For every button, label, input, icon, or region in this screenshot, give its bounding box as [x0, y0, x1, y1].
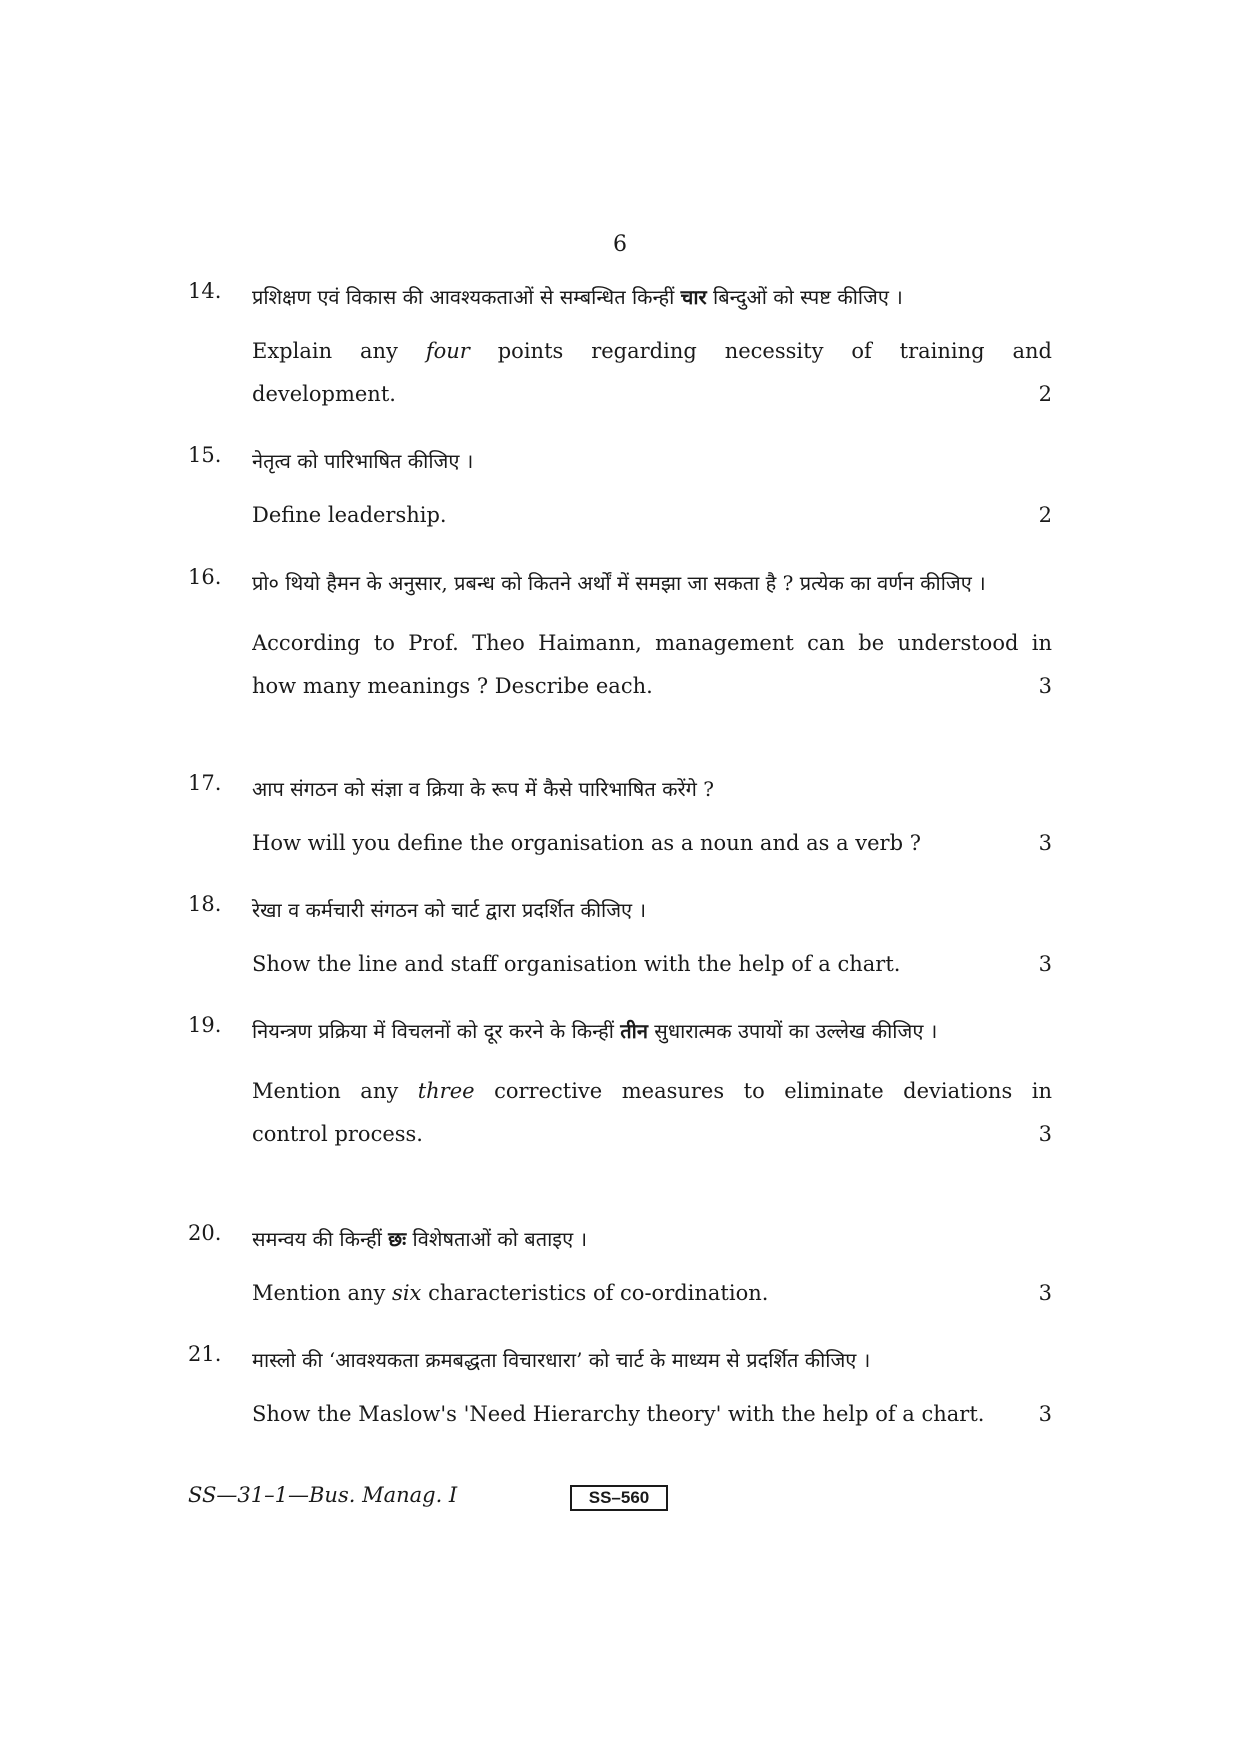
marks: 3 — [1038, 1281, 1052, 1305]
emphasis: three — [417, 1079, 475, 1103]
question-18 — [188, 889, 1052, 986]
question-number: 16. — [188, 565, 222, 589]
emphasis: six — [392, 1281, 422, 1305]
emphasis: four — [425, 339, 470, 363]
question-number: 17. — [188, 771, 222, 795]
marks: 3 — [1038, 1402, 1052, 1426]
paper-code: SS—31–1—Bus. Manag. I — [188, 1483, 458, 1507]
question-english: Define leadership. 2 — [252, 494, 1052, 537]
question-number: 15. — [188, 443, 222, 467]
marks: 2 — [1038, 382, 1052, 406]
marks: 3 — [1038, 831, 1052, 855]
question-16 — [188, 562, 1052, 708]
question-number: 19. — [188, 1013, 222, 1037]
marks: 3 — [1038, 1122, 1052, 1146]
question-number: 18. — [188, 892, 222, 916]
marks: 3 — [1038, 674, 1052, 698]
question-english: According to Prof. Theo Haimann, management can be understood in how many meanings ? Describe each. 3 — [252, 622, 1052, 708]
question-hindi: रेखा व कर्मचारी संगठन को चार्ट द्वारा प्रदर्शित कीजिए । — [252, 898, 647, 922]
question-20 — [188, 1218, 1052, 1315]
question-english: Explain any four points regarding necessity of training and development. 2 — [252, 330, 1052, 416]
question-number: 21. — [188, 1342, 222, 1366]
question-english: Mention any six characteristics of co-ordination. 3 — [252, 1272, 1052, 1315]
question-14 — [188, 276, 1052, 416]
page-number: 6 — [613, 232, 627, 257]
question-english: How will you define the organisation as a noun and as a verb ? 3 — [252, 822, 1052, 865]
question-number: 20. — [188, 1221, 222, 1245]
question-19 — [188, 1010, 1052, 1156]
question-hindi: समन्वय की किन्हीं छः विशेषताओं को बताइए । — [252, 1227, 588, 1251]
marks: 2 — [1038, 503, 1052, 527]
question-hindi: आप संगठन को संज्ञा व क्रिया के रूप में कैसे पारिभाषित करेंगे ? — [252, 777, 714, 801]
question-hindi: मास्लो की ‘आवश्यकता क्रमबद्धता विचारधारा’ को चार्ट के माध्यम से प्रदर्शित कीजिए । — [252, 1348, 871, 1372]
emphasis: चार — [680, 285, 707, 309]
question-english: Mention any three corrective measures to eliminate deviations in control process. 3 — [252, 1070, 1052, 1156]
question-17 — [188, 768, 1052, 865]
question-english: Show the line and staff organisation with the help of a chart. 3 — [252, 943, 1052, 986]
marks: 3 — [1038, 952, 1052, 976]
question-english: Show the Maslow's 'Need Hierarchy theory' with the help of a chart. 3 — [252, 1393, 1052, 1436]
question-hindi: प्रशिक्षण एवं विकास की आवश्यकताओं से सम्बन्धित किन्हीं चार बिन्दुओं को स्पष्ट कीजिए । — [252, 285, 903, 309]
question-hindi: नेतृत्व को पारिभाषित कीजिए । — [252, 449, 474, 473]
question-21 — [188, 1339, 1052, 1436]
series-code-box: SS–560 — [570, 1485, 668, 1511]
question-hindi: प्रो० थियो हैमन के अनुसार, प्रबन्ध को कितने अर्थों में समझा जा सकता है ? प्रत्येक का वर्णन कीजिए । — [252, 571, 986, 595]
question-hindi: नियन्त्रण प्रक्रिया में विचलनों को दूर करने के किन्हीं तीन सुधारात्मक उपायों का उल्लेख कीजिए । — [252, 1019, 938, 1043]
question-15 — [188, 440, 1052, 537]
question-number: 14. — [188, 279, 222, 303]
emphasis: तीन — [620, 1019, 648, 1043]
emphasis: छः — [388, 1227, 407, 1251]
